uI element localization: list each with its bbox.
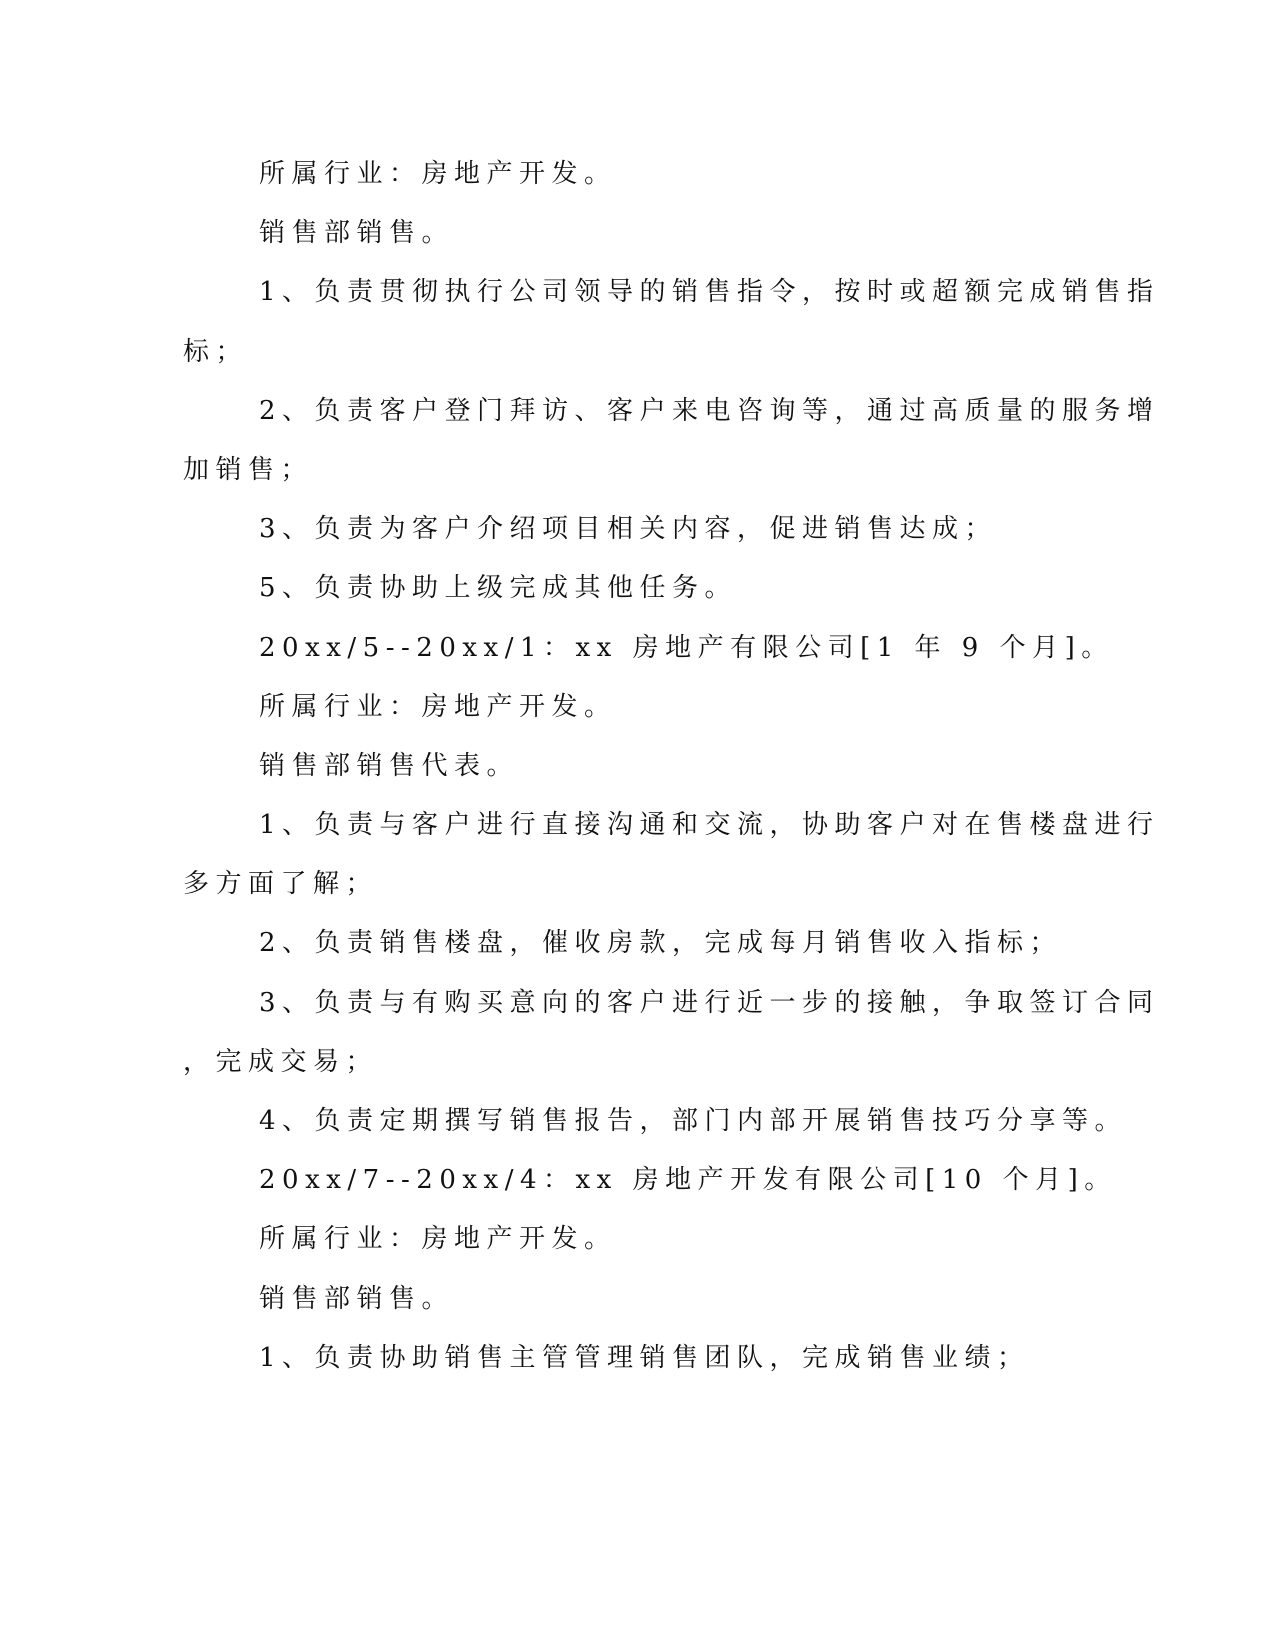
duty-line: 1、负责协助销售主管管理销售团队，完成销售业绩； (259, 1342, 1030, 1373)
duty-line: 5、负责协助上级完成其他任务。 (259, 573, 738, 604)
industry-line: 所属行业：房地产开发。 (259, 1224, 617, 1255)
duty-line-continuation: 多方面了解； (183, 869, 379, 900)
duty-line: 1、负责贯彻执行公司领导的销售指令，按时或超额完成销售指 (259, 277, 1160, 308)
employment-period-line: 20xx/5--20xx/1：xx 房地产有限公司[1 年 9 个月]。 (259, 632, 1114, 663)
position-line: 销售部销售。 (259, 1283, 455, 1314)
duty-line: 2、负责客户登门拜访、客户来电咨询等，通过高质量的服务增 (259, 395, 1160, 426)
duty-line-continuation: 加销售； (183, 454, 314, 485)
industry-line: 所属行业：房地产开发。 (259, 159, 617, 189)
document-body (183, 154, 1160, 1397)
position-line: 销售部销售。 (259, 218, 455, 249)
duty-line: 1、负责与客户进行直接沟通和交流，协助客户对在售楼盘进行 (259, 810, 1160, 841)
duty-line: 2、负责销售楼盘，催收房款，完成每月销售收入指标； (259, 928, 1063, 959)
duty-line: 3、负责与有购买意向的客户进行近一步的接触，争取签订合同 (259, 987, 1160, 1018)
duty-line-continuation: 标； (183, 336, 249, 367)
industry-line: 所属行业：房地产开发。 (259, 691, 617, 722)
position-line: 销售部销售代表。 (259, 750, 520, 781)
employment-period-line: 20xx/7--20xx/4：xx 房地产开发有限公司[10 个月]。 (259, 1165, 1117, 1196)
duty-line-continuation: ，完成交易； (183, 1046, 379, 1077)
duty-line: 3、负责为客户介绍项目相关内容，促进销售达成； (259, 514, 998, 545)
duty-line: 4、负责定期撰写销售报告，部门内部开展销售技巧分享等。 (259, 1106, 1128, 1136)
